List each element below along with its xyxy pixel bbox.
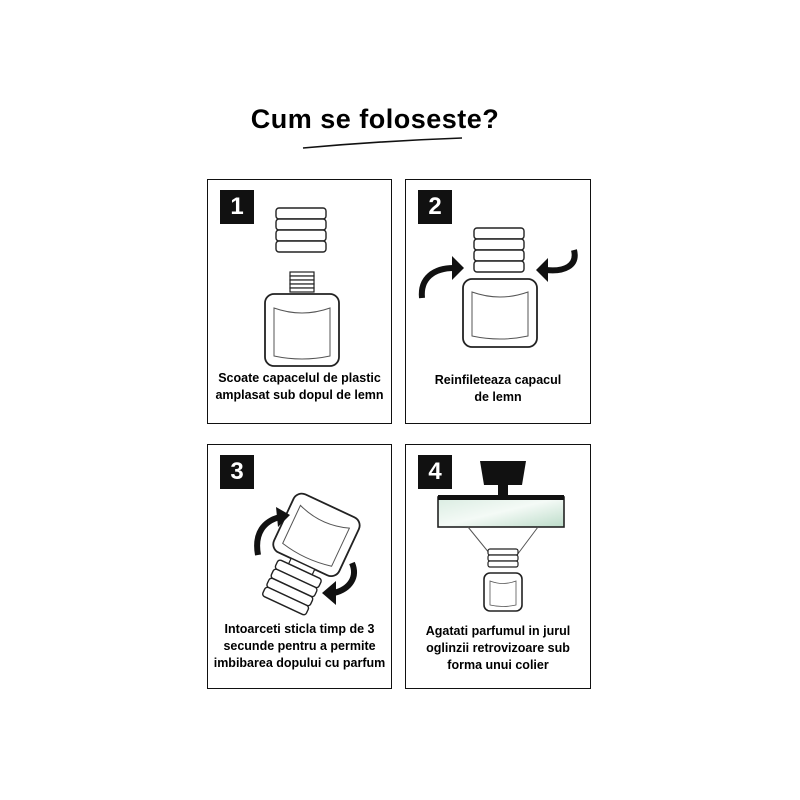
page-title: Cum se foloseste? bbox=[250, 104, 500, 134]
step-2-number: 2 bbox=[418, 190, 452, 224]
step-1-caption: Scoate capacelul de plastic amplasat sub dopul de lemn bbox=[215, 371, 384, 402]
step-4-number: 4 bbox=[418, 455, 452, 489]
step-1-panel bbox=[207, 179, 392, 424]
step-4-panel bbox=[405, 444, 591, 689]
step-2-panel bbox=[405, 179, 591, 424]
rotate-arrow-right-icon bbox=[536, 250, 575, 282]
rotate-arrow-left-icon bbox=[422, 256, 464, 298]
step-1-number: 1 bbox=[220, 190, 254, 224]
step-3-caption: Intoarceti sticla timp de 3 secunde pentru a permite imbibarea dopului cu parfum bbox=[213, 622, 386, 670]
step-3-panel bbox=[207, 444, 392, 689]
title-underline bbox=[0, 0, 800, 160]
step-2-caption: Reinfileteaza capacul de lemn bbox=[434, 373, 562, 404]
step-3-number: 3 bbox=[220, 455, 254, 489]
step-4-caption: Agatati parfumul in jurul oglinzii retrovizoare sub forma unui colier bbox=[425, 624, 571, 672]
